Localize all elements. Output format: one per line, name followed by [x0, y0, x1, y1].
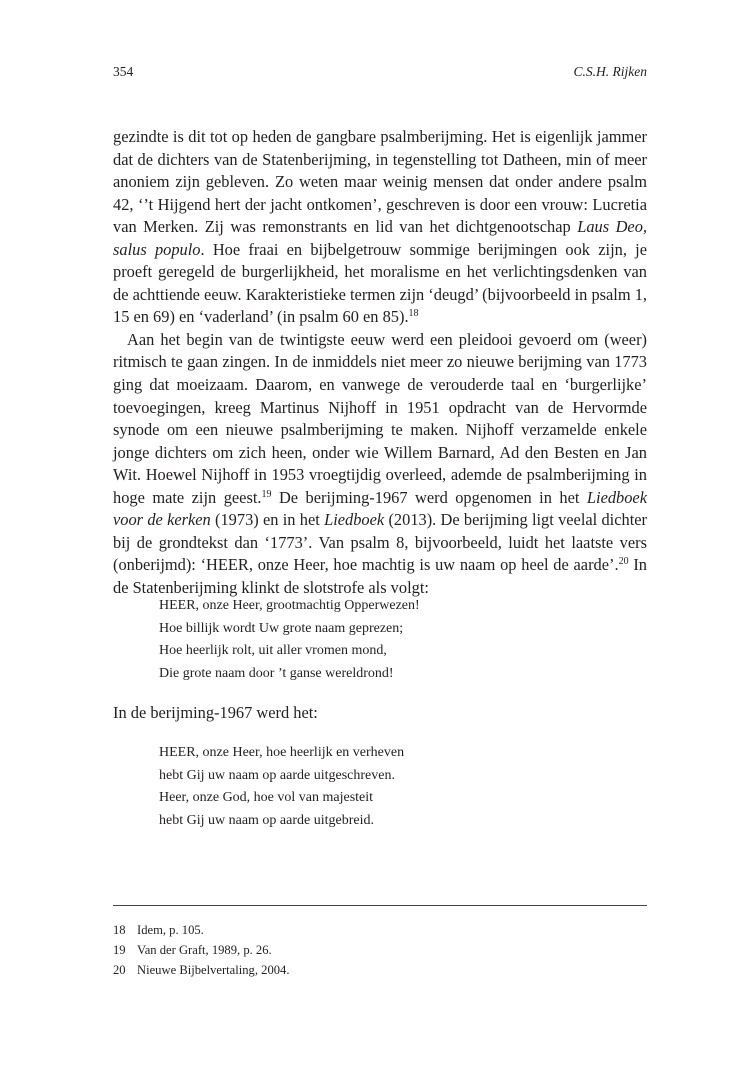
footnote — [113, 940, 290, 960]
footnote-ref-20[interactable]: 20 — [618, 556, 629, 568]
footnote-ref-18[interactable]: 18 — [408, 308, 419, 320]
footnote-number: 18 — [113, 923, 126, 937]
footnote-text: Van der Graft, 1989, p. 26. — [137, 943, 272, 957]
verse-line: hebt Gij uw naam op aarde uitgebreid. — [159, 812, 374, 828]
footnote-text: Idem, p. 105. — [137, 923, 204, 937]
main-text — [113, 126, 647, 599]
paragraph-2-text: Aan het begin van de twintigste eeuw werd een pleidooi gevoerd om (weer) ritmisch te gaan zingen. In de inmiddels niet meer zo nieuwe berijming van 1773 ging dat moeizaam. Daarom, en vanwege de verouderde taal en ‘burgerlijke’ toevoegingen, kreeg Martinus Nijhoff in 1951 opdracht van de Hervormde synode om een nieuwe psalmberijming te maken. Nijhoff verzamelde enkele jonge dichters om zich heen, onder wie Willem Barnard, Ad den Besten en Jan Wit. Hoewel Nijhoff in 1953 vroegtijdig overleed, ademde de psalmberijming in hoge mate zijn geest. — [113, 329, 647, 507]
paragraph-2-text-5: In de Statenberijming klinkt de slotstrofe als volgt: — [113, 555, 647, 597]
book-title-liedboek-voor-de-kerken: Liedboek voor de kerken — [113, 487, 647, 530]
latin-phrase: Laus Deo, salus populo — [113, 217, 647, 259]
verse-2-intro: In de berijming-1967 werd het: — [113, 703, 318, 722]
footnote-text: Nieuwe Bijbelvertaling, 2004. — [137, 963, 290, 977]
verse-line: hebt Gij uw naam op aarde uitgeschreven. — [159, 767, 395, 783]
running-head-author: C.S.H. Rijken — [573, 64, 647, 79]
paragraph-2-text-3: (1973) en in het — [210, 510, 325, 530]
footnote-number: 19 — [113, 943, 126, 957]
verse-line: Hoe heerlijk rolt, uit aller vromen mond, — [159, 643, 387, 659]
footnote-number: 20 — [113, 963, 126, 977]
page-number: 354 — [113, 64, 134, 79]
footnote-divider — [113, 905, 647, 906]
verse-line: HEER, onze Heer, hoe heerlijk en verheven — [159, 745, 405, 760]
footnote-ref-19[interactable]: 19 — [261, 488, 272, 500]
footnote — [113, 960, 290, 980]
verse-berijming-1967 — [159, 742, 404, 832]
verse-line: Hoe billijk wordt Uw grote naam geprezen; — [159, 620, 404, 636]
footnote — [113, 920, 290, 940]
paragraph-2 — [113, 329, 647, 600]
book-title-liedboek: Liedboek — [324, 510, 385, 530]
footnotes — [113, 920, 290, 980]
verse-statenberijming — [159, 595, 420, 685]
verse-line: HEER, onze Heer, grootmachtig Opperwezen! — [159, 598, 420, 613]
paragraph-1-text-2: . Hoe fraai en bijbelgetrouw sommige berijmingen ook zijn, je proeft geregeld de burgerlijkheid, het moralisme en het verlichtingsdenken van de achttiende eeuw. Karakteristieke termen zijn ‘deugd’ (bijvoorbeeld in psalm 1, 15 en 69) en ‘vaderland’ (in psalm 60 en 85). — [113, 239, 647, 327]
paragraph-2-text-4: (2013). De berijming ligt veelal dichter bij de grondtekst dan ‘1773’. Van psalm 8, bijvoorbeeld, luidt het laatste vers (onberijmd): ‘HEER, onze Heer, hoe machtig is uw naam op heel de aarde’. — [113, 510, 647, 575]
paragraph-1 — [113, 126, 647, 329]
verse-line: Heer, onze God, hoe vol van majesteit — [159, 790, 374, 806]
paragraph-2-text-2: De berijming-1967 werd opgenomen in het — [271, 487, 587, 507]
verse-line: Die grote naam door ’t ganse wereldrond! — [159, 665, 394, 681]
running-header — [113, 64, 647, 84]
paragraph-1-text: gezindte is dit tot op heden de gangbare psalmberijming. Het is eigenlijk jammer dat de dichters van de Statenberijming, in tegenstelling tot Datheen, min of meer anoniem zijn gebleven. Zo weten maar weinig mensen dat onder andere psalm 42, ‘’t Hijgend hert der jacht ontkomen’, geschreven is door een vrouw: Lucretia van Merken. Zij was remonstrants en lid van het dichtgenootschap — [113, 127, 647, 237]
